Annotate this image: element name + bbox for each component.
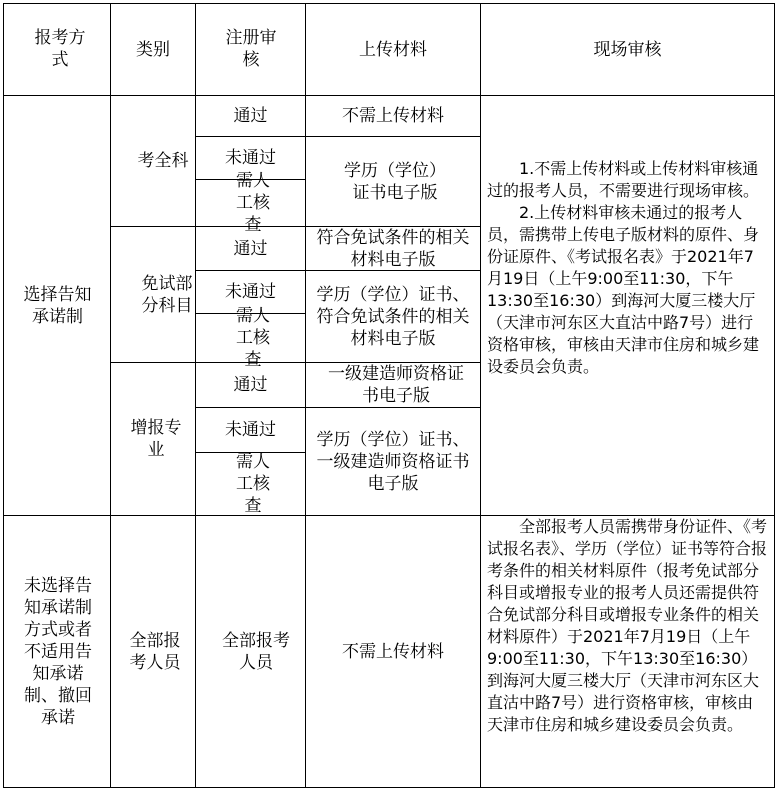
method-b [16,516,100,787]
category-full [135,96,191,226]
review-fail-3 [196,408,305,452]
header-method-label: 报考方式 [34,28,86,70]
review-pass-1 [196,96,305,136]
onsite-notes-b [487,516,769,736]
material-all [306,516,480,787]
material-label: 不需上传材料 [342,106,444,126]
header-method [30,22,90,76]
material-label: 一级建造师资格证书电子版 [328,364,464,406]
material-3-pass [324,363,468,407]
category-exempt [140,227,194,362]
review-label: 未通过 [225,282,276,302]
review-label: 通过 [233,106,268,126]
material-label: 学历（学位）证书电子版 [344,160,446,203]
method-a [20,96,95,515]
review-manual-1 [228,171,278,235]
review-label: 未通过 [225,420,276,440]
review-pass-3 [196,363,305,407]
material-label: 学历（学位）证书、一级建造师资格证书电子版 [316,429,470,494]
header-review-label: 注册审核 [225,28,277,70]
onsite-note-2: 2.上传材料审核未通过的报考人员，需携带上传电子版材料的原件、身份证原件、《考试报名表》于2021年7月19日（上午9:00至11:30，下午13:30至16:30）到海河大厦三楼大厅（天津市河东区大直沽中路7号）进行资格审核，审核由天津市住房和城乡建设委员会负责。 [487,203,760,376]
material-3-fail [312,408,474,515]
review-label: 未通过 [225,148,276,168]
review-pass-2 [196,227,305,270]
category-add-major-label: 增报专业 [130,418,182,460]
category-all [122,516,188,787]
method-b-label: 未选择告知承诺制方式或者不适用告知承诺制、撤回承诺 [24,575,92,728]
onsite-notes-a [487,158,769,378]
material-1-fail [340,137,450,226]
category-all-label: 全部报考人员 [129,630,181,673]
header-material-label: 上传材料 [359,39,427,60]
material-2-fail [312,271,474,362]
header-category-label: 类别 [136,39,170,60]
review-all [216,516,296,787]
category-add-major [128,363,184,515]
material-label: 学历（学位）证书、符合免试条件的相关材料电子版 [316,284,470,349]
review-label: 需人工核查 [236,452,270,516]
review-manual-2 [228,306,278,370]
category-full-label: 考全科 [137,151,189,171]
material-label: 符合免试条件的相关材料电子版 [316,227,470,270]
header-onsite-label: 现场审核 [593,39,662,60]
header-material [306,4,480,95]
header-category [111,4,195,95]
header-onsite [481,4,774,95]
review-all-label: 全部报考人员 [222,630,290,673]
review-label: 需人工核查 [236,306,270,370]
category-exempt-label: 免试部分科目 [141,273,193,316]
method-a-label: 选择告知承诺制 [23,284,92,327]
review-label: 通过 [233,238,268,259]
review-manual-3 [228,453,278,515]
onsite-note-all: 全部报考人员需携带身份证件、《考试报名表》、学历（学位）证书等符合报考条件的相关材料原件（报考免试部分科目或增报专业的报考人员还需提供符合免试部分科目或增报专业条件的相关材料原件）于2021年7月19日（上午9:00至11:30，下午13:30至16:30）到海河大厦三楼大厅（天津市河东区大直沽中路7号）进行资格审核，审核由天津市住房和城乡建设委员会负责。 [487,517,768,734]
onsite-note-1: 1.不需上传材料或上传材料审核通过的报考人员，不需要进行现场审核。 [487,159,760,200]
material-1-pass [306,96,480,136]
review-label: 通过 [233,375,268,395]
material-2-pass [312,227,474,270]
material-all-label: 不需上传材料 [342,641,444,662]
review-label: 需人工核查 [236,171,270,235]
header-review [225,22,277,76]
